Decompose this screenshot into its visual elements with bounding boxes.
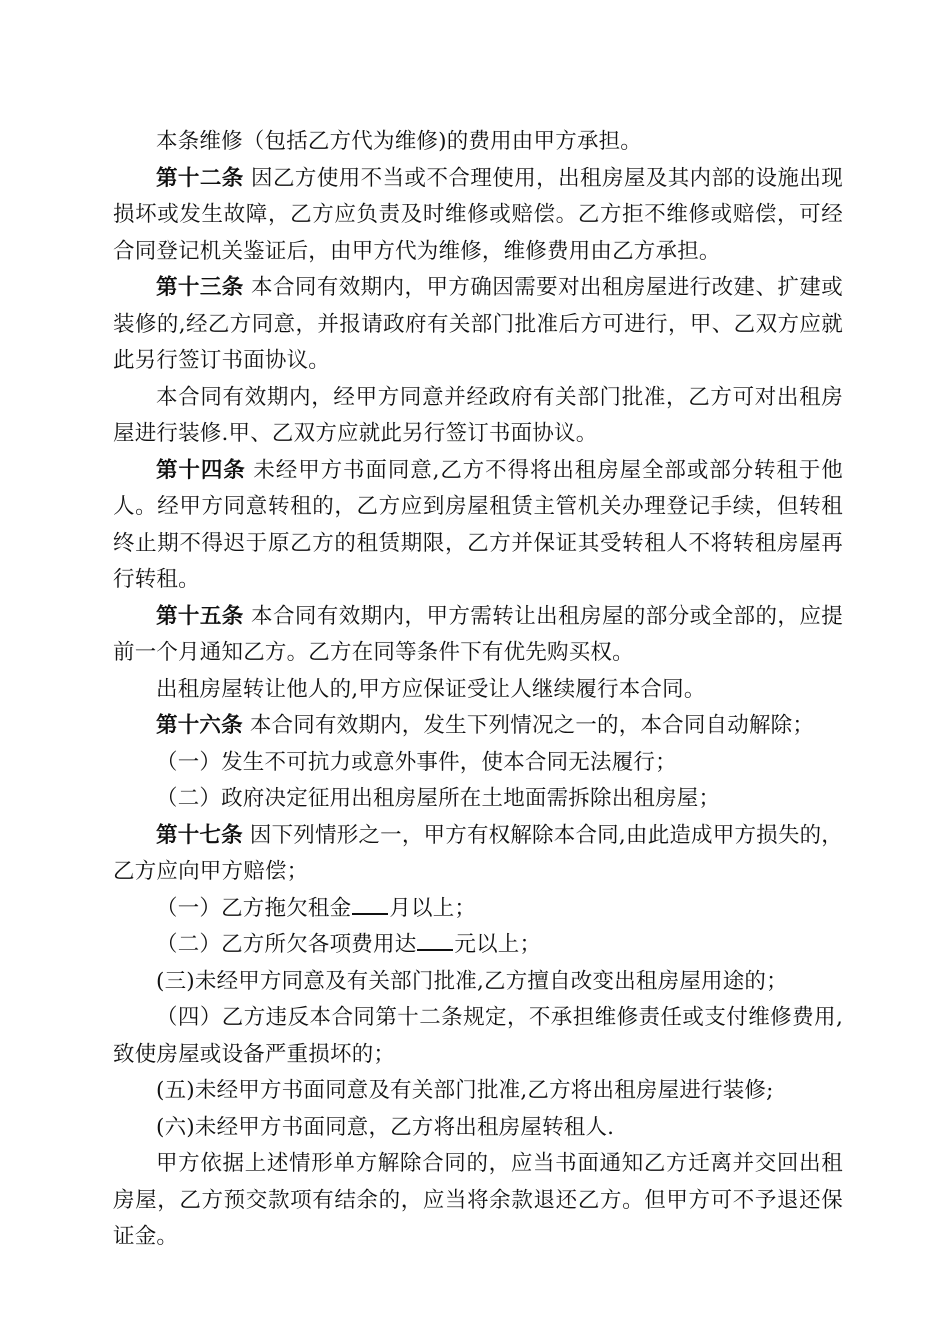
article-number: 第十六条 xyxy=(156,713,243,738)
article-15 xyxy=(113,599,843,672)
paragraph-text: 甲方依据上述情形单方解除合同的，应当书面通知乙方迁离并交回出租房屋，乙方预交款项有结余的，应当将余款退还乙方。但甲方可不予退还保证金。 xyxy=(113,1151,843,1249)
contract-body xyxy=(113,124,843,1256)
list-item xyxy=(113,1000,843,1073)
article-number: 第十三条 xyxy=(156,275,244,300)
paragraph-text: （二）政府决定征用出租房屋所在土地面需拆除出租房屋； xyxy=(156,786,721,811)
paragraph-text: (五)未经甲方书面同意及有关部门批准,乙方将出租房屋进行装修; xyxy=(156,1078,774,1103)
paragraph-text: 本条维修（包括乙方代为维修)的费用由甲方承担。 xyxy=(156,129,642,154)
paragraph-text: 未经甲方书面同意,乙方不得将出租房屋全部或部分转租于他人。经甲方同意转租的，乙方应到房屋租赁主管机关办理登记手续，但转租终止期不得迟于原乙方的租赁期限，乙方并保证其受转租人不将转租房屋再行转租。 xyxy=(113,457,843,592)
paragraph-text: (六)未经甲方书面同意，乙方将出租房屋转租人. xyxy=(156,1114,615,1140)
list-item xyxy=(113,1110,843,1147)
article-number: 第十四条 xyxy=(156,457,246,483)
article-12 xyxy=(113,161,843,271)
paragraph-text: 本合同有效期内，发生下列情况之一的，本合同自动解除； xyxy=(249,713,815,738)
fill-in-blank-months[interactable] xyxy=(352,892,388,914)
text-after-blank: 月以上； xyxy=(389,895,477,921)
article-14 xyxy=(113,453,843,599)
fill-in-blank-amount[interactable] xyxy=(417,929,453,951)
list-item-rent-arrears xyxy=(113,891,843,928)
list-item xyxy=(113,1073,843,1110)
list-item xyxy=(113,745,843,782)
paragraph-text: （一）发生不可抗力或意外事件，使本合同无法履行； xyxy=(156,749,677,775)
list-item-fee-arrears xyxy=(113,927,843,964)
paragraph-text: 因下列情形之一，甲方有权解除本合同,由此造成甲方损失的，乙方应向甲方赔偿； xyxy=(113,822,843,884)
paragraph-text: 本合同有效期内，甲方需转让出租房屋的部分或全部的，应提前一个月通知乙方。乙方在同等条件下有优先购买权。 xyxy=(113,603,843,665)
article-number: 第十七条 xyxy=(156,822,243,848)
paragraph-transfer xyxy=(113,672,843,709)
paragraph-text: （四）乙方违反本合同第十二条规定，不承担维修责任或支付维修费用,致使房屋或设备严重损坏的； xyxy=(113,1005,843,1067)
article-number: 第十二条 xyxy=(156,165,244,191)
article-16 xyxy=(113,708,843,745)
text-before-blank: （二）乙方所欠各项费用达 xyxy=(156,932,417,957)
text-after-blank: 元以上； xyxy=(454,932,542,957)
list-item xyxy=(113,964,843,1001)
paragraph-text: 本合同有效期内，甲方确因需要对出租房屋进行改建、扩建或装修的,经乙方同意，并报请政府有关部门批准后方可进行，甲、乙双方应就此另行签订书面协议。 xyxy=(113,275,843,373)
paragraph-text: 出租房屋转让他人的,甲方应保证受让人继续履行本合同。 xyxy=(156,676,706,702)
paragraph-text: 本合同有效期内，经甲方同意并经政府有关部门批准，乙方可对出租房屋进行装修.甲、乙双方应就此另行签订书面协议。 xyxy=(113,384,843,446)
paragraph-repair-cost xyxy=(113,124,843,161)
article-17 xyxy=(113,818,843,891)
list-item xyxy=(113,781,843,818)
article-13 xyxy=(113,270,843,380)
article-number: 第十五条 xyxy=(156,603,244,629)
paragraph-termination-notice xyxy=(113,1146,843,1256)
paragraph-renovation xyxy=(113,380,843,453)
paragraph-text: (三)未经甲方同意及有关部门批准,乙方擅自改变出租房屋用途的； xyxy=(156,968,788,994)
text-before-blank: （一）乙方拖欠租金 xyxy=(156,895,352,921)
paragraph-text: 因乙方使用不当或不合理使用，出租房屋及其内部的设施出现损坏或发生故障，乙方应负责及时维修或赔偿。乙方拒不维修或赔偿，可经合同登记机关鉴证后，由甲方代为维修，维修费用由乙方承担。 xyxy=(113,165,843,264)
